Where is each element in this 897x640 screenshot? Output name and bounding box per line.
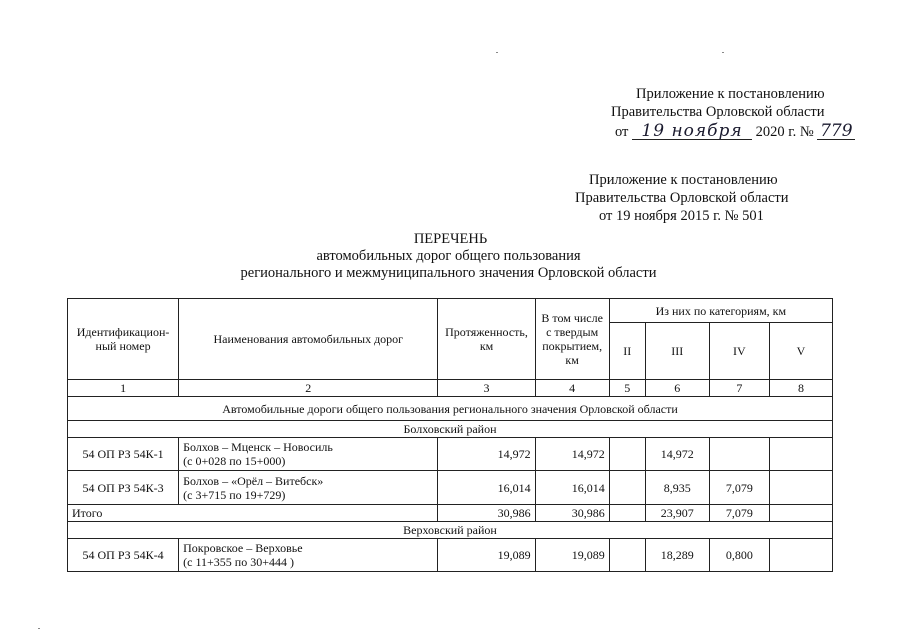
district-row xyxy=(68,421,833,438)
section-row xyxy=(68,397,833,421)
header-categories-group: Из них по категориям, км xyxy=(609,299,832,323)
approval-1-line-1: Приложение к постановлению xyxy=(636,86,825,102)
header-row-1 xyxy=(68,299,833,323)
total-cat-5 xyxy=(769,505,832,522)
header-cat-5: V xyxy=(769,323,832,380)
approval-2-line-3: от 19 ноября 2015 г. № 501 xyxy=(599,208,764,224)
column-number: 8 xyxy=(769,380,832,397)
total-cat-2 xyxy=(609,505,645,522)
header-paved: В том числе с твердым покрытием, км xyxy=(535,299,609,380)
road-name-line-2: (с 11+355 по 30+444 ) xyxy=(183,555,294,569)
road-name-line-1: Покровское – Верховье xyxy=(183,541,303,555)
district-title: Верховский район xyxy=(68,522,833,539)
table-row xyxy=(68,539,833,572)
road-paved: 14,972 xyxy=(535,438,609,471)
road-cat-3: 18,289 xyxy=(645,539,709,572)
table-row xyxy=(68,438,833,471)
total-length: 30,986 xyxy=(438,505,535,522)
scan-speck xyxy=(38,628,40,629)
approval-2-line-1: Приложение к постановлению xyxy=(589,172,778,188)
column-number: 7 xyxy=(709,380,769,397)
road-cat-4 xyxy=(709,438,769,471)
scan-speck xyxy=(496,52,498,53)
road-id: 54 ОП РЗ 54К-4 xyxy=(68,539,179,572)
road-id: 54 ОП РЗ 54К-3 xyxy=(68,471,179,505)
road-length: 19,089 xyxy=(438,539,535,572)
document-title: ПЕРЕЧЕНЬ xyxy=(413,231,488,247)
header-length: Протяженность, км xyxy=(438,299,535,380)
column-number: 6 xyxy=(645,380,709,397)
approval-1-line-2: Правительства Орловской области xyxy=(611,104,825,120)
total-paved: 30,986 xyxy=(535,505,609,522)
road-name xyxy=(179,539,438,572)
total-row xyxy=(68,505,833,522)
header-cat-3: III xyxy=(645,323,709,380)
header-cat-4: IV xyxy=(709,323,769,380)
road-name-line-2: (с 3+715 по 19+729) xyxy=(183,487,286,502)
document-subtitle-2: регионального и межмуниципального значения Орловской области xyxy=(240,265,657,281)
column-number: 3 xyxy=(438,380,535,397)
roads-table xyxy=(67,298,833,572)
road-length: 14,972 xyxy=(438,438,535,471)
road-length: 16,014 xyxy=(438,471,535,505)
header-id: Идентификацион-ный номер xyxy=(68,299,179,380)
road-cat-2 xyxy=(609,539,645,572)
column-number: 4 xyxy=(535,380,609,397)
road-name-line-2: (с 0+028 по 15+000) xyxy=(183,454,286,468)
road-cat-4: 7,079 xyxy=(709,471,769,505)
road-id: 54 ОП РЗ 54К-1 xyxy=(68,438,179,471)
column-number: 1 xyxy=(68,380,179,397)
district-row xyxy=(68,522,833,539)
scan-speck xyxy=(722,52,724,53)
road-cat-5 xyxy=(769,438,832,471)
road-cat-2 xyxy=(609,471,645,505)
road-name-line-1: Болхов – Мценск – Новосиль xyxy=(183,440,333,454)
handwritten-date: 19 ноября xyxy=(632,124,752,140)
district-title: Болховский район xyxy=(68,421,833,438)
total-cat-4: 7,079 xyxy=(709,505,769,522)
header-cat-2: II xyxy=(609,323,645,380)
column-numbers-row xyxy=(68,380,833,397)
road-name xyxy=(179,471,438,505)
road-paved: 19,089 xyxy=(535,539,609,572)
road-cat-5 xyxy=(769,471,832,505)
approval-1-year: 2020 г. № xyxy=(755,124,814,140)
document-subtitle-1: автомобильных дорог общего пользования xyxy=(316,248,581,264)
road-cat-3: 14,972 xyxy=(645,438,709,471)
approval-2-line-2: Правительства Орловской области xyxy=(575,190,789,206)
table-row xyxy=(68,471,833,505)
road-cat-4: 0,800 xyxy=(709,539,769,572)
total-cat-3: 23,907 xyxy=(645,505,709,522)
approval-1-line-3 xyxy=(615,121,855,141)
road-cat-2 xyxy=(609,438,645,471)
road-name-line-1: Болхов – «Орёл – Витебск» xyxy=(183,473,324,488)
column-number: 2 xyxy=(179,380,438,397)
section-regional-title: Автомобильные дороги общего пользования регионального значения Орловской области xyxy=(68,397,833,421)
road-cat-3: 8,935 xyxy=(645,471,709,505)
column-number: 5 xyxy=(609,380,645,397)
road-name xyxy=(179,438,438,471)
header-name: Наименования автомобильных дорог xyxy=(179,299,438,380)
total-label: Итого xyxy=(68,505,438,522)
road-cat-5 xyxy=(769,539,832,572)
handwritten-number: 779 xyxy=(817,124,855,140)
road-paved: 16,014 xyxy=(535,471,609,505)
approval-1-prefix: от xyxy=(615,124,629,140)
